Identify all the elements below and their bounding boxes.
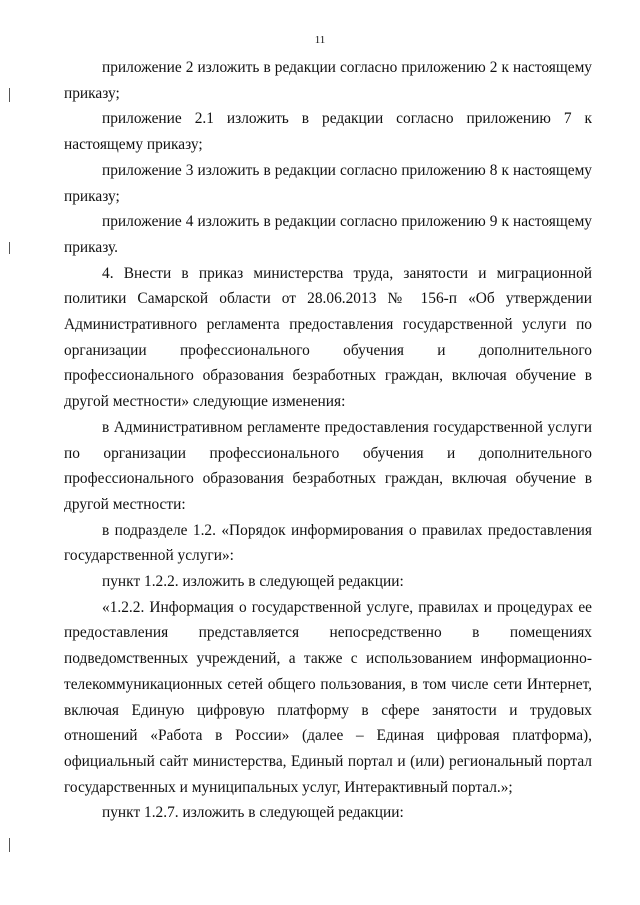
paragraph: приложение 3 изложить в редакции согласно приложению 8 к настоящему приказу;: [64, 161, 592, 205]
paragraph: «1.2.2. Информация о государственной услуге, правилах и процедурах ее предоставления представляется непосредственно в помещениях подведомственных учреждений, а также с использованием информационно-телекоммуникационных сетей общего пользования, в том числе сети Интернет, включая Единую цифровую платформу в сфере занятости и трудовых отношений «Работа в России» (далее – Единая цифровая платформа), официальный сайт министерства, Единый портал и (или) региональный портал государственных и муниципальных услуг, Интерактивный портал.»;: [64, 598, 592, 796]
scan-margin-mark: [9, 88, 10, 102]
paragraph: пункт 1.2.7. изложить в следующей редакции:: [102, 804, 404, 822]
paragraph: приложение 4 изложить в редакции согласно приложению 9 к настоящему приказу.: [64, 213, 592, 256]
document-body: [64, 55, 592, 826]
scan-margin-mark: [9, 242, 10, 254]
page-number: 11: [314, 34, 326, 46]
scan-margin-mark: [9, 838, 10, 852]
paragraph: в подразделе 1.2. «Порядок информирования о правилах предоставления государственной услуги»:: [64, 521, 592, 565]
paragraph: приложение 2.1 изложить в редакции согласно приложению 7 к настоящему приказу;: [64, 110, 592, 154]
paragraph: 4. Внести в приказ министерства труда, занятости и миграционной политики Самарской области от 28.06.2013 № 156-п «Об утверждении Административного регламента предоставления государственной услуги по организации профессионального обучения и дополнительного профессионального образования безработных граждан, включая обучение в другой местности» следующие изменения:: [64, 264, 592, 411]
paragraph: пункт 1.2.2. изложить в следующей редакции:: [102, 573, 404, 591]
paragraph: приложение 2 изложить в редакции согласно приложению 2 к настоящему приказу;: [64, 59, 592, 102]
paragraph: в Административном регламенте предоставления государственной услуги по организации профессионального обучения и дополнительного профессионального образования безработных граждан, включая обучение в другой местности:: [64, 418, 592, 513]
